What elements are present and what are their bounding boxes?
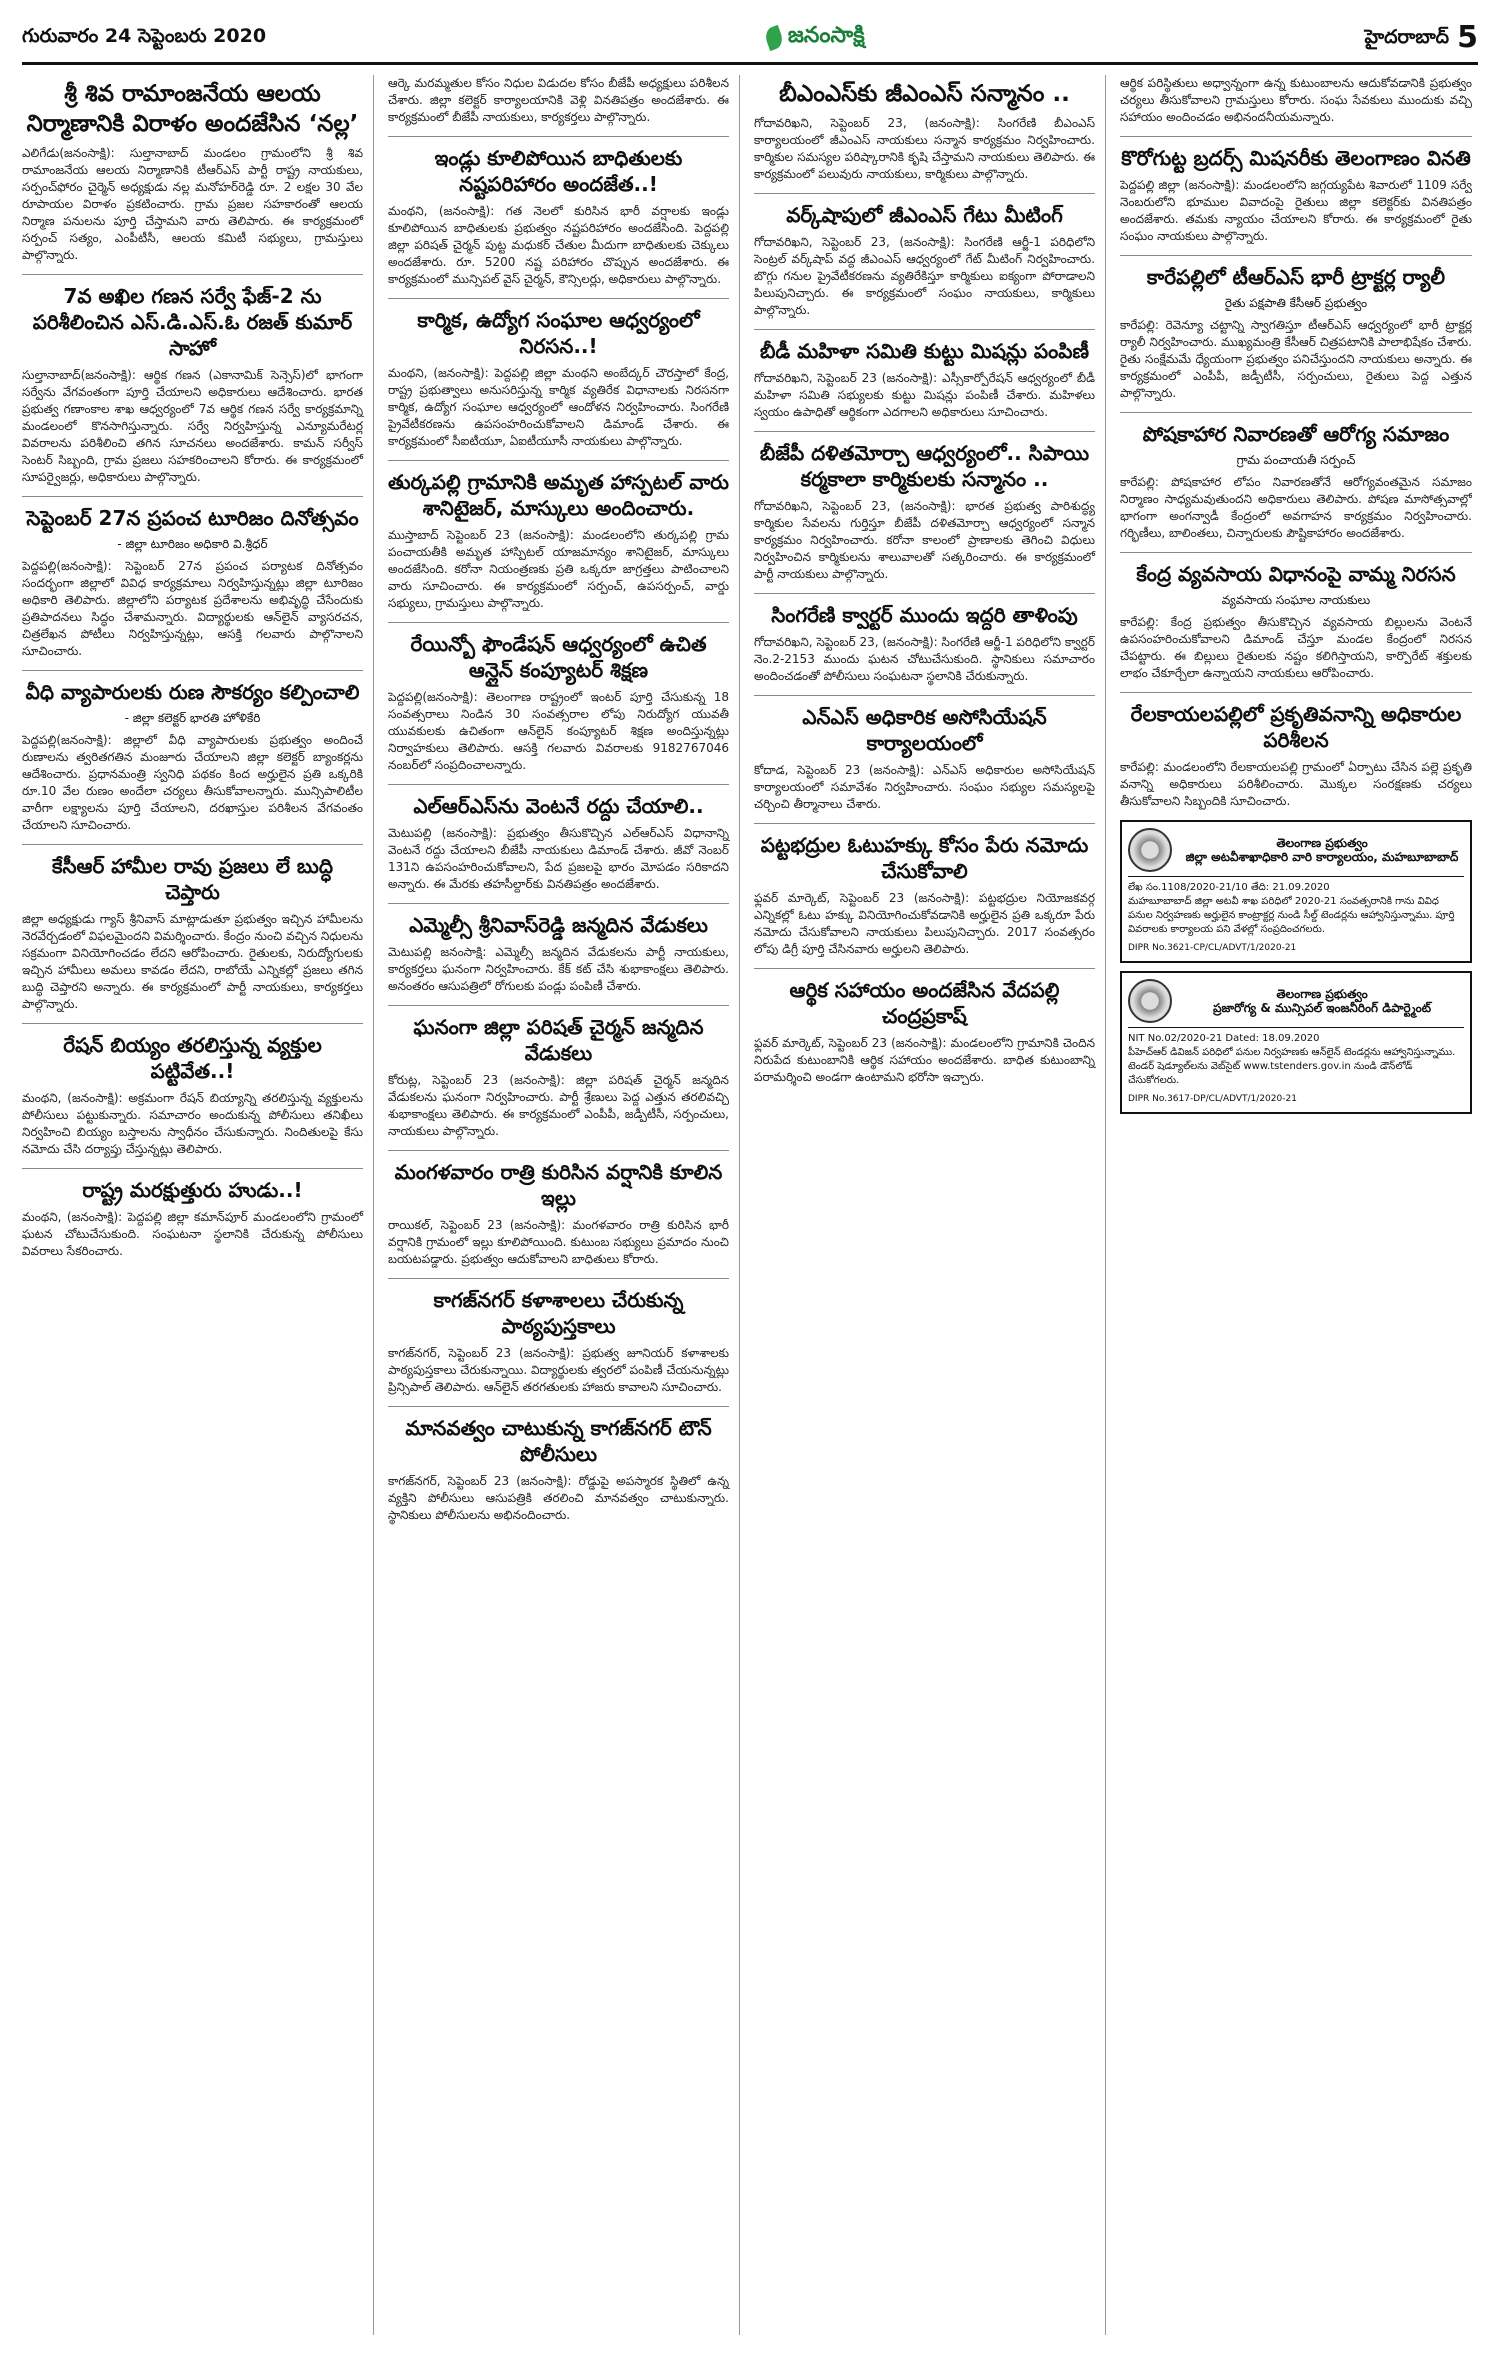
article-headline: మానవత్వం చాటుకున్న కాగజ్‌నగర్ టౌన్ పోలీసులు <box>405 1416 712 1466</box>
article <box>388 793 729 893</box>
article <box>388 75 729 126</box>
article-body: గోదావరిఖని, సెప్టెంబర్ 23, (జనంసాక్షి): సింగరేణి బీఎంఎస్ కార్యాలయంలో జీఎంఎస్ నాయకులు సన్మాన కార్యక్రమం నిర్వహించారు. కార్మికుల సమస్యల పరిష్కారానికి కృషి చేస్తామని నాయకులు తెలిపారు. ఈ కార్యక్రమంలో పలువురు నాయకులు, కార్మికులు పాల్గొన్నారు. <box>754 116 1095 181</box>
article-body: పెద్దపల్లి(జనంసాక్షి): జిల్లాలో వీధి వ్యాపారులకు ప్రభుత్వం అందించే రుణాలను త్వరితగతిన మంజూరు చేయాలని జిల్లా కలెక్టర్ బ్యాంకర్లను ఆదేశించారు. ప్రధానమంత్రి స్వనిధి పథకం కింద అర్హులైన ప్రతి ఒక్కరికి రూ.10 వేల రుణం అందేలా చర్యలు తీసుకోవాలన్నారు. మున్సిపాలిటీల వారీగా లక్ష్యాలను పూర్తి చేయాలని, దరఖాస్తుల పరిశీలన వేగవంతం చేయాలని సూచించారు. <box>22 733 363 832</box>
article-body: కోదాడ, సెప్టెంబర్ 23 (జనంసాక్షి): ఎన్ఎస్ అధికారుల అసోసియేషన్ కార్యాలయంలో సమావేశం నిర్వహించారు. సంఘం సభ్యుల సమస్యలపై చర్చించి తీర్మానాలు చేశారు. <box>754 763 1095 811</box>
article-body: ఫ్లవర్ మార్కెట్, సెప్టెంబర్ 23 (జనంసాక్షి): పట్టభద్రుల నియోజకవర్గ ఎన్నికల్లో ఓటు హక్కు వినియోగించుకోవడానికి అర్హులైన ప్రతి ఒక్కరూ పేరు నమోదు చేసుకోవాలని నాయకులు పిలుపునిచ్చారు. 2017 సంవత్సరం లోపు డిగ్రీ పూర్తి చేసినవారు అర్హులని తెలిపారు. <box>754 891 1095 956</box>
article <box>754 202 1095 319</box>
article-subhead: - జిల్లా టూరిజం అధికారి వి.శ్రీధర్ <box>117 537 268 551</box>
article-headline: కేసీఆర్ హామీల రావు ప్రజలు లే బుద్ధి చెప్తారు <box>52 854 333 904</box>
article-headline: పోషకాహార నివారణతో ఆరోగ్య సమాజం <box>1142 422 1450 446</box>
article-headline: బీడీ మహిళా సమితి కుట్టు మిషన్లు పంపిణీ <box>759 339 1090 363</box>
article <box>388 469 729 612</box>
article-headline: రేషన్ బియ్యం తరలిస్తున్న వ్యక్తుల పట్టివేత..! <box>63 1033 322 1083</box>
article-divider <box>388 460 729 461</box>
article-divider <box>1120 552 1472 553</box>
article-body: పెద్దపల్లి జిల్లా (జనంసాక్షి): మండలంలోని జగ్గయ్యపేట శివారులో 1109 సర్వే నెంబరులోని భూముల వివాదంపై రైతులు జిల్లా కలెక్టర్‌కు వినతిపత్రం అందజేశారు. తమకు న్యాయం చేయాలని కోరారు. ఈ కార్యక్రమంలో రైతు సంఘం నాయకులు పాల్గొన్నారు. <box>1120 178 1472 243</box>
article-body: ఆర్థిక పరిస్థితులు అధ్వాన్నంగా ఉన్న కుటుంబాలను ఆదుకోవడానికి ప్రభుత్వం చర్యలు తీసుకోవాలని గ్రామస్తులు కోరారు. సంఘ సేవకులు ముందుకు వచ్చి సహాయం అందించడం అభినందనీయమన్నారు. <box>1120 76 1472 124</box>
article <box>388 631 729 774</box>
article <box>22 79 363 264</box>
article-headline: కారేపల్లిలో టీఆర్ఎస్ భారీ ట్రాక్టర్ల ర్యాలీ <box>1146 265 1446 289</box>
article-divider <box>1120 255 1472 256</box>
ad-body: పీహెచ్ఆర్ డివిజన్ పరిధిలో పనుల నిర్వహణకు ఆన్‌లైన్ టెండర్లను ఆహ్వానిస్తున్నాము. టెండర్ షెడ్యూల్‌లను వెబ్‌సైట్ www.tstenders.gov.in నుండి డౌన్‌లోడ్ చేసుకోగలరు. <box>1128 1047 1456 1086</box>
article-body: పెద్దపల్లి(జనంసాక్షి): సెప్టెంబర్ 27న ప్రపంచ పర్యాటక దినోత్సవం సందర్భంగా జిల్లాలో వివిధ కార్యక్రమాలు నిర్వహిస్తున్నట్లు జిల్లా టూరిజం అధికారి తెలిపారు. జిల్లాలోని పర్యాటక ప్రదేశాలను అభివృద్ధి చేసేందుకు ప్రతిపాదనలు సిద్ధం చేశామన్నారు. విద్యార్థులకు ఆన్‌లైన్ వ్యాసరచన, చిత్రలేఖన పోటీలు నిర్వహిస్తున్నట్లు, ఆసక్తి గలవారు పాల్గొనాలని సూచించారు. <box>22 559 363 658</box>
article-divider <box>388 622 729 623</box>
article-divider <box>388 903 729 904</box>
ad-body: మహబూబాబాద్ జిల్లా అటవీ శాఖ పరిధిలో 2020-21 సంవత్సరానికి గాను వివిధ పనుల నిర్వహణకు అర్హులైన కాంట్రాక్టర్ల నుండి సీల్డ్ టెండర్లను ఆహ్వానిస్తున్నాము. పూర్తి వివరాలకు కార్యాలయ పని వేళల్లో సంప్రదించగలరు. <box>1128 896 1455 935</box>
article-body: కారేపల్లి: మండలంలోని రేలకాయలపల్లి గ్రామంలో ఏర్పాటు చేసిన పల్లె ప్రకృతి వనాన్ని అధికారులు పరిశీలించారు. మొక్కల సంరక్షణకు చర్యలు తీసుకోవాలని సిబ్బందికి సూచించారు. <box>1120 760 1472 808</box>
article <box>22 283 363 486</box>
article-body: ఆర్కె మరమ్మతుల కోసం నిధుల విడుదల కోసం బీజేపీ అధ్యక్షులు పరిశీలన చేశారు. జిల్లా కలెక్టర్ కార్యాలయానికి వెళ్లి వినతిపత్రం అందజేశారు. ఈ కార్యక్రమంలో బీజేపీ నాయకులు, కార్యకర్తలు పాల్గొన్నారు. <box>388 76 729 124</box>
article-headline: ఎన్ఎస్ అధికారిక అసోసియేషన్ కార్యాలయంలో <box>802 705 1047 755</box>
column-2 <box>388 75 740 2335</box>
article-headline: కేంద్ర వ్యవసాయ విధానంపై వామ్మ నిరసన <box>1136 562 1456 586</box>
article <box>1120 145 1472 245</box>
article <box>22 1177 363 1260</box>
article-body: గోదావరిఖని, సెప్టెంబర్ 23 (జనంసాక్షి): ఎస్సీకార్పోరేషన్ ఆధ్వర్యంలో బీడీ మహిళా సమితి సభ్యులకు కుట్టు మిషన్లు పంపిణీ చేశారు. మహిళలు స్వయం ఉపాధితో ఆర్థికంగా ఎదగాలని అధికారులు సూచించారు. <box>754 371 1095 419</box>
article-body: మంథని, (జనంసాక్షి): అక్రమంగా రేషన్ బియ్యాన్ని తరలిస్తున్న వ్యక్తులను పోలీసులు పట్టుకున్నారు. సమాచారం అందుకున్న పోలీసులు తనిఖీలు నిర్వహించి బియ్యం బస్తాలను స్వాధీనం చేసుకున్నారు. నిందితులపై కేసు నమోదు చేసి దర్యాప్తు చేస్తున్నట్లు తెలిపారు. <box>22 1091 363 1156</box>
article-body: మెటుపల్లి జనంసాక్షి: ఎమ్మెల్సీ జన్మదిన వేడుకలను పార్టీ నాయకులు, కార్యకర్తలు ఘనంగా నిర్వహించారు. కేక్ కట్ చేసి శుభాకాంక్షలు తెలిపారు. అనంతరం ఆసుపత్రిలో రోగులకు పండ్లు పంపిణీ చేశారు. <box>388 945 729 993</box>
article-headline: రాష్ట్ర మరక్షుత్తురు హుడు..! <box>82 1178 303 1202</box>
article <box>754 602 1095 685</box>
ad-code: DIPR No.3617-DP/CL/ADVT/1/2020-21 <box>1128 1094 1297 1104</box>
ad-title-block <box>1180 836 1464 864</box>
article-divider <box>22 844 363 845</box>
ad-header <box>1128 979 1464 1028</box>
article-headline: పట్టభద్రుల ఓటుహక్కు కోసం పేరు నమోదు చేసుకోవాలి <box>760 833 1089 883</box>
article-body: పెద్దపల్లి(జనంసాక్షి): తెలంగాణ రాష్ట్రంలో ఇంటర్ పూర్తి చేసుకున్న 18 సంవత్సరాలు నిండిన 30 సంవత్సరాల లోపు నిరుద్యోగ యువతీ యువకులకు ఉచితంగా ఆన్‌లైన్ కంప్యూటర్ శిక్షణ అందిస్తున్నట్లు నిర్వాహకులు తెలిపారు. ఆసక్తి గలవారు వివరాలకు 9182767046 నంబర్‌లో సంప్రదించాలన్నారు. <box>388 690 729 772</box>
article-body: సుల్తానాబాద్(జనంసాక్షి): ఆర్థిక గణన (ఎకానామిక్ సెన్సెస్‌)లో భాగంగా సర్వేను వేగవంతంగా పూర్తి చేయాలని అధికారులు ఆదేశించారు. భారత ప్రభుత్వ గణాంకాల శాఖ ఆధ్వర్యంలో 7వ ఆర్థిక గణన సర్వే కార్యక్రమాన్ని మండలంలో కొనసాగిస్తున్నారు. సర్వే నిర్వహిస్తున్న ఎన్యూమరేటర్ల వివరాలను పరిశీలించి తగిన సూచనలు అందజేశారు. కామన్ సర్వీస్ సెంటర్ సిబ్బంది, గ్రామ ప్రజలు సహకరించాలని కోరారు. ఈ కార్యక్రమంలో సూపర్వైజర్లు, అధికారులు పాల్గొన్నారు. <box>22 368 363 484</box>
city-name: హైదరాబాద్ <box>1364 26 1450 48</box>
ad-meta: లేఖ సం.1108/2020-21/10 తేది: 21.09.2020 <box>1128 882 1330 893</box>
ad-title-block <box>1180 987 1464 1015</box>
column-4 <box>1120 75 1472 2335</box>
article-headline: రేయిన్బో ఫౌండేషన్ ఆధ్వర్యంలో ఉచిత ఆన్లైన్ కంప్యూటర్ శిక్షణ <box>410 632 707 682</box>
ad-title: తెలంగాణ ప్రభుత్వం <box>1276 836 1368 850</box>
article-divider <box>22 670 363 671</box>
article-headline: కొరోగుట్ట బ్రదర్స్ మిషనరీకు తెలంగాణం వినతి <box>1121 146 1471 170</box>
article-headline: ఎల్ఆర్ఎస్‌ను వెంటనే రద్దు చేయాలి.. <box>413 794 704 818</box>
page-number: 5 <box>1457 20 1478 55</box>
article-subhead: - జిల్లా కలెక్టర్ భారతి హోళికేరి <box>124 711 261 725</box>
article-body: ముస్తాబాద్ సెప్టెంబర్ 23 (జనంసాక్షి): మండలంలోని తుర్కపల్లి గ్రామ పంచాయతీకి అమృత హాస్పిటల్ యాజమాన్యం శానిటైజర్, మాస్కులు అందజేసింది. కరోనా నియంత్రణకు ప్రతి ఒక్కరూ జాగ్రత్తలు పాటించాలని వారు సూచించారు. ఈ కార్యక్రమంలో సర్పంచ్, ఉపసర్పంచ్, వార్డు సభ్యులు, గ్రామస్తులు పాల్గొన్నారు. <box>388 528 729 610</box>
article-headline: మంగళవారం రాత్రి కురిసిన వర్షానికి కూలిన ఇల్లు <box>394 1160 723 1210</box>
article <box>388 1415 729 1524</box>
article <box>1120 421 1472 542</box>
masthead-right <box>1364 20 1478 55</box>
article <box>388 307 729 450</box>
article <box>1120 561 1472 682</box>
article-body: మంథని, (జనంసాక్షి): పెద్దపల్లి జిల్లా కమాన్‌పూర్ మండలంలోని గ్రామంలో ఘటన చోటుచేసుకుంది. సంఘటనా స్థలానికి చేరుకున్న పోలీసులు వివరాలు సేకరించారు. <box>22 1210 363 1258</box>
article-divider <box>1120 692 1472 693</box>
article <box>754 79 1095 183</box>
article <box>1120 75 1472 126</box>
article-divider <box>754 329 1095 330</box>
article-body: ఫ్లవర్ మార్కెట్, సెప్టెంబర్ 23 (జనంసాక్షి): మండలంలోని గ్రామానికి చెందిన నిరుపేద కుటుంబానికి ఆర్థిక సహాయం అందజేశారు. బాధిత కుటుంబాన్ని పరామర్శించి అండగా ఉంటామని భరోసా ఇచ్చారు. <box>754 1036 1095 1084</box>
article-headline: రేలకాయలపల్లిలో ప్రకృతివనాన్ని అధికారుల పరిశీలన <box>1130 702 1462 752</box>
article <box>388 145 729 288</box>
emblem-icon <box>1128 979 1172 1023</box>
article-divider <box>22 274 363 275</box>
article-headline: ఘనంగా జిల్లా పరిషత్ చైర్మన్ జన్మదిన వేడుకలు <box>413 1015 704 1065</box>
article-body: జిల్లా అధ్యక్షుడు గ్యాస్ శ్రీనివాస్ మాట్లాడుతూ ప్రభుత్వం ఇచ్చిన హామీలను నెరవేర్చడంలో విఫలమైందని విమర్శించారు. కేంద్రం నుంచి వచ్చిన నిధులను సక్రమంగా వినియోగించడం లేదని ఆరోపించారు. రైతులకు, నిరుద్యోగులకు ఇచ్చిన హామీలు అమలు కావడం లేదని, రాబోయే ఎన్నికల్లో ప్రజలు తగిన బుద్ధి చెప్తారని అన్నారు. ఈ కార్యక్రమంలో పార్టీ నాయకులు, కార్యకర్తలు పాల్గొన్నారు. <box>22 912 363 1011</box>
article-divider <box>1120 412 1472 413</box>
article-divider <box>388 1005 729 1006</box>
masthead-rule <box>22 62 1478 65</box>
article-body: మెటుపల్లి (జనంసాక్షి): ప్రభుత్వం తీసుకొచ్చిన ఎల్ఆర్ఎస్ విధానాన్ని వెంటనే రద్దు చేయాలని బీజేపీ నాయకులు డిమాండ్ చేశారు. జీవో నెంబర్ 131ని ఉపసంహరించుకోవాలని, పేద ప్రజలపై భారం మోపడం సరికాదని అన్నారు. ఈ మేరకు తహసీల్దార్‌కు వినతిపత్రం అందజేశారు. <box>388 826 729 891</box>
article-divider <box>754 431 1095 432</box>
article-divider <box>22 1023 363 1024</box>
article <box>22 679 363 834</box>
article-divider <box>388 1406 729 1407</box>
article-body: మంథని, (జనంసాక్షి): పెద్దపల్లి జిల్లా మంథని అంబేద్కర్ చౌరస్తాలో కేంద్ర, రాష్ట్ర ప్రభుత్వాలు అనుసరిస్తున్న కార్మిక వ్యతిరేక విధానాలకు నిరసనగా కార్మిక, ఉద్యోగ సంఘాల ఆధ్వర్యంలో ఆందోళన నిర్వహించారు. సింగరేణి ప్రైవేటీకరణను ఉపసంహరించుకోవాలని డిమాండ్ చేశారు. ఈ కార్యక్రమంలో సీఐటీయూ, ఏఐటీయూసీ నాయకులు పాల్గొన్నారు. <box>388 366 729 448</box>
article <box>388 1014 729 1140</box>
article-divider <box>22 1168 363 1169</box>
article-body: కారేపల్లి: రెవెన్యూ చట్టాన్ని స్వాగతిస్తూ టీఆర్ఎస్ ఆధ్వర్యంలో భారీ ట్రాక్టర్ల ర్యాలీ నిర్వహించారు. ముఖ్యమంత్రి కేసీఆర్ చిత్రపటానికి పాలాభిషేకం చేశారు. రైతు సంక్షేమమే ధ్యేయంగా ప్రభుత్వం పనిచేస్తుందని నాయకులు అన్నారు. ఈ కార్యక్రమంలో ఎంపీపీ, జడ్పీటీసీ, సర్పంచులు, రైతులు పెద్ద ఎత్తున పాల్గొన్నారు. <box>1120 318 1472 400</box>
article-body: కారేపల్లి: కేంద్ర ప్రభుత్వం తీసుకొచ్చిన వ్యవసాయ బిల్లులను వెంటనే ఉపసంహరించుకోవాలని డిమాండ్ చేస్తూ మండల కేంద్రంలో నిరసన చేపట్టారు. ఈ బిల్లులు రైతులకు నష్టం కలిగిస్తాయని, కార్పొరేట్ శక్తులకు లాభం చేకూర్చేలా ఉన్నాయని నాయకులు ఆరోపించారు. <box>1120 615 1472 680</box>
article-divider <box>388 298 729 299</box>
article-body: కాగజ్‌నగర్, సెప్టెంబర్ 23 (జనంసాక్షి): ప్రభుత్వ జూనియర్ కళాశాలకు పాఠ్యపుస్తకాలు చేరుకున్నాయి. విద్యార్థులకు త్వరలో పంపిణీ చేయనున్నట్లు ప్రిన్సిపాల్ తెలిపారు. ఆన్‌లైన్ తరగతులకు హాజరు కావాలని సూచించారు. <box>388 1346 729 1394</box>
government-advertisement <box>1120 820 1472 963</box>
article-body: ఎలిగేడు(జనంసాక్షి): సుల్తానాబాద్ మండలం గ్రామంలోని శ్రీ శివ రామాంజనేయ ఆలయ నిర్మాణానికి టీఆర్ఎస్ పార్టీ రాష్ట్ర నాయకులు, సర్పంచ్‌ఫోరం చైర్మెన్ అధ్యక్షుడు నల్ల మనోహర్‌రెడ్డి రూ. 2 లక్షల 30 వేల రూపాయల విరాళం ప్రకటించారు. గ్రామ ప్రజల సహకారంతో ఆలయ నిర్మాణ పనులను పూర్తి చేస్తామని వారు తెలిపారు. ఈ కార్యక్రమంలో సర్పంచ్ సత్యం, ఎంపీటీసీ, ఆలయ కమిటీ సభ్యులు, గ్రామస్తులు పాల్గొన్నారు. <box>22 146 363 262</box>
article-subhead: వ్యవసాయ సంఘాల నాయకులు <box>1221 593 1371 607</box>
brand-logo <box>766 23 865 53</box>
article-subhead: రైతు పక్షపాతి కేసీఆర్ ప్రభుత్వం <box>1224 296 1368 310</box>
article-headline: శ్రీ శివ రామాంజనేయ ఆలయ నిర్మాణానికి విరాళం అందజేసిన ‘నల్ల’ <box>26 81 359 137</box>
article-headline: సెప్టెంబర్ 27న ప్రపంచ టూరిజం దినోత్సవం <box>26 506 359 530</box>
issue-date: గురువారం 24 సెప్టెంబరు 2020 <box>22 24 267 47</box>
article-headline: 7వ అఖిల గణన సర్వే ఫేజ్-2 ను పరిశీలించిన ఎస్.డి.ఎస్.ఓ రజత్ కుమార్ సాహో <box>32 284 353 360</box>
article-body: కారేపల్లి: పోషకాహార లోపం నివారణతోనే ఆరోగ్యవంతమైన సమాజం నిర్మాణం సాధ్యమవుతుందని అధికారులు తెలిపారు. పోషణ మాసోత్సవాల్లో భాగంగా అంగన్వాడీ కేంద్రంలో అవగాహన కార్యక్రమం నిర్వహించారు. గర్భిణీలు, బాలింతలు, చిన్నారులకు పౌష్టికాహారం అందజేశారు. <box>1120 475 1472 540</box>
article-divider <box>1120 136 1472 137</box>
article-divider <box>388 136 729 137</box>
article <box>1120 701 1472 810</box>
ad-header <box>1128 828 1464 877</box>
emblem-icon <box>1128 828 1172 872</box>
article <box>388 1287 729 1396</box>
article-divider <box>388 784 729 785</box>
article-body: గోదావరిఖని, సెప్టెంబర్ 23, (జనంసాక్షి): సింగరేణి ఆర్జీ-1 పరిధిలోని సెంట్రల్ వర్క్‌షాప్ వద్ద జీఎంఎస్ ఆధ్వర్యంలో గేట్ మీటింగ్ నిర్వహించారు. బొగ్గు గనుల ప్రైవేటీకరణను వ్యతిరేకిస్తూ కార్మికులు ఐక్యంగా పోరాడాలని పిలుపునిచ్చారు. ఈ కార్యక్రమంలో సంఘం నాయకులు, కార్మికులు పాల్గొన్నారు. <box>754 235 1095 317</box>
article <box>754 704 1095 813</box>
article-body: రాయికల్, సెప్టెంబర్ 23 (జనంసాక్షి): మంగళవారం రాత్రి కురిసిన భారీ వర్షానికి గ్రామంలో ఇల్లు కూలిపోయింది. కుటుంబ సభ్యులు ప్రమాదం నుంచి బయటపడ్డారు. ప్రభుత్వం ఆదుకోవాలని బాధితులు కోరారు. <box>388 1218 729 1266</box>
article <box>1120 264 1472 402</box>
article-body: గోదావరిఖని, సెప్టెంబర్ 23, (జనంసాక్షి): సింగరేణి ఆర్జీ-1 పరిధిలోని క్వార్టర్ నెం.2-2153 ముందు ఘటన చోటుచేసుకుంది. స్థానికులు సమాచారం అందించడంతో పోలీసులు సంఘటనా స్థలానికి చేరుకున్నారు. <box>754 635 1095 683</box>
article-subhead: గ్రామ పంచాయతీ సర్పంచ్ <box>1236 453 1356 467</box>
article-headline: ఆర్థిక సహాయం అందజేసిన వేదపల్లి చంద్రప్రకాష్ <box>789 978 1060 1028</box>
article-body: కాగజ్‌నగర్, సెప్టెంబర్ 23 (జనంసాక్షి): రోడ్డుపై అపస్మారక స్థితిలో ఉన్న వ్యక్తిని పోలీసులు ఆసుపత్రికి తరలించి మానవత్వం చాటుకున్నారు. స్థానికులు పోలీసులను అభినందించారు. <box>388 1474 729 1522</box>
column-3 <box>754 75 1106 2335</box>
ad-subtitle: జిల్లా అటవీశాఖాధికారి వారి కార్యాలయం, మహబూబాబాద్ <box>1185 850 1459 864</box>
article <box>388 1159 729 1268</box>
article-headline: కాగజ్‌నగర్ కళాశాలలు చేరుకున్న పాఠ్యపుస్తకాలు <box>433 1288 684 1338</box>
article-divider <box>388 1278 729 1279</box>
article-divider <box>22 496 363 497</box>
ad-meta: NIT No.02/2020-21 Dated: 18.09.2020 <box>1128 1033 1320 1044</box>
article <box>388 912 729 995</box>
article-body: గోదావరిఖని, సెప్టెంబర్ 23, (జనంసాక్షి): భారత ప్రభుత్వ పారిశుద్ధ్య కార్మికుల సేవలను గుర్తిస్తూ బీజేపీ దళితమోర్చా ఆధ్వర్యంలో సన్మాన కార్యక్రమం నిర్వహించారు. కరోనా కాలంలో ప్రాణాలకు తెగించి విధులు నిర్వహించిన కార్మికులను శాలువాలతో సత్కరించారు. ఈ కార్యక్రమంలో పార్టీ నాయకులు పాల్గొన్నారు. <box>754 499 1095 581</box>
article-headline: వర్క్‌షాపులో జీఎంఎస్ గేటు మీటింగ్ <box>786 203 1063 227</box>
article-body: మంథని, (జనంసాక్షి): గత నెలలో కురిసిన భారీ వర్షాలకు ఇండ్లు కూలిపోయిన బాధితులకు ప్రభుత్వం నష్టపరిహారం అందజేసింది. పెద్దపల్లి జిల్లా పరిషత్ చైర్మన్ పుట్ట మధుకర్ చేతుల మీదుగా బాధితులకు చెక్కులు అందజేశారు. రూ. 5200 నష్ట పరిహారం చొప్పున అందజేశారు. ఈ కార్యక్రమంలో మున్సిపల్ వైస్ చైర్మన్, కౌన్సిలర్లు, అధికారులు పాల్గొన్నారు. <box>388 204 729 286</box>
article <box>754 832 1095 958</box>
article-headline: కార్మిక, ఉద్యోగ సంఘాల ఆధ్వర్యంలో నిరసన..! <box>417 308 700 358</box>
ad-title: తెలంగాణ ప్రభుత్వం <box>1276 987 1368 1001</box>
article-headline: సింగరేణి క్వార్టర్ ముందు ఇద్దరి తాళింపు <box>771 603 1078 627</box>
article-divider <box>388 1150 729 1151</box>
ad-subtitle: ప్రజారోగ్య & మున్సిపల్ ఇంజనీరింగ్ డిపార్ట్మెంట్ <box>1213 1001 1431 1015</box>
article <box>22 1032 363 1158</box>
article-headline: తుర్కపల్లి గ్రామానికి అమృత హాస్పటల్ వారు శానిటైజర్, మాస్కులు అందించారు. <box>388 470 729 520</box>
article-divider <box>754 968 1095 969</box>
article-divider <box>754 593 1095 594</box>
article <box>754 440 1095 583</box>
columns <box>22 75 1478 2335</box>
column-1 <box>22 75 374 2335</box>
article <box>754 338 1095 421</box>
article-headline: బీఎంఎస్‌కు జీఎంఎస్ సన్మానం .. <box>779 81 1070 107</box>
article-headline: ఇండ్లు కూలిపోయిన బాధితులకు నష్టపరిహారం అందజేత..! <box>434 146 683 196</box>
article-body: కోరుట్ల, సెప్టెంబర్ 23 (జనంసాక్షి): జిల్లా పరిషత్ చైర్మన్ జన్మదిన వేడుకలను ఘనంగా నిర్వహించారు. పార్టీ శ్రేణులు పెద్ద ఎత్తున తరలివచ్చి శుభాకాంక్షలు తెలిపారు. ఈ కార్యక్రమంలో ఎంపీపీ, జడ్పీటీసీ, సర్పంచులు, నాయకులు పాల్గొన్నారు. <box>388 1073 729 1138</box>
masthead <box>22 18 1478 58</box>
article-divider <box>754 823 1095 824</box>
article-headline: బీజేపీ దళితమోర్చా ఆధ్వర్యంలో.. సిపాయి కర్మకాలా కార్మికులకు సన్మానం .. <box>759 441 1090 491</box>
article-headline: వీధి వ్యాపారులకు రుణ సౌకర్యం కల్పించాలి <box>25 680 360 704</box>
article <box>754 977 1095 1086</box>
article-divider <box>754 695 1095 696</box>
article-divider <box>754 193 1095 194</box>
government-advertisement <box>1120 971 1472 1114</box>
ad-code: DIPR No.3621-CP/CL/ADVT/1/2020-21 <box>1128 943 1297 953</box>
article <box>22 505 363 660</box>
article <box>22 853 363 1013</box>
leaf-icon <box>763 25 786 51</box>
brand-name: జనంసాక్షి <box>787 23 865 48</box>
article-headline: ఎమ్మెల్సీ శ్రీనివాస్‌రెడ్డి జన్మదిన వేడుకలు <box>409 913 708 937</box>
